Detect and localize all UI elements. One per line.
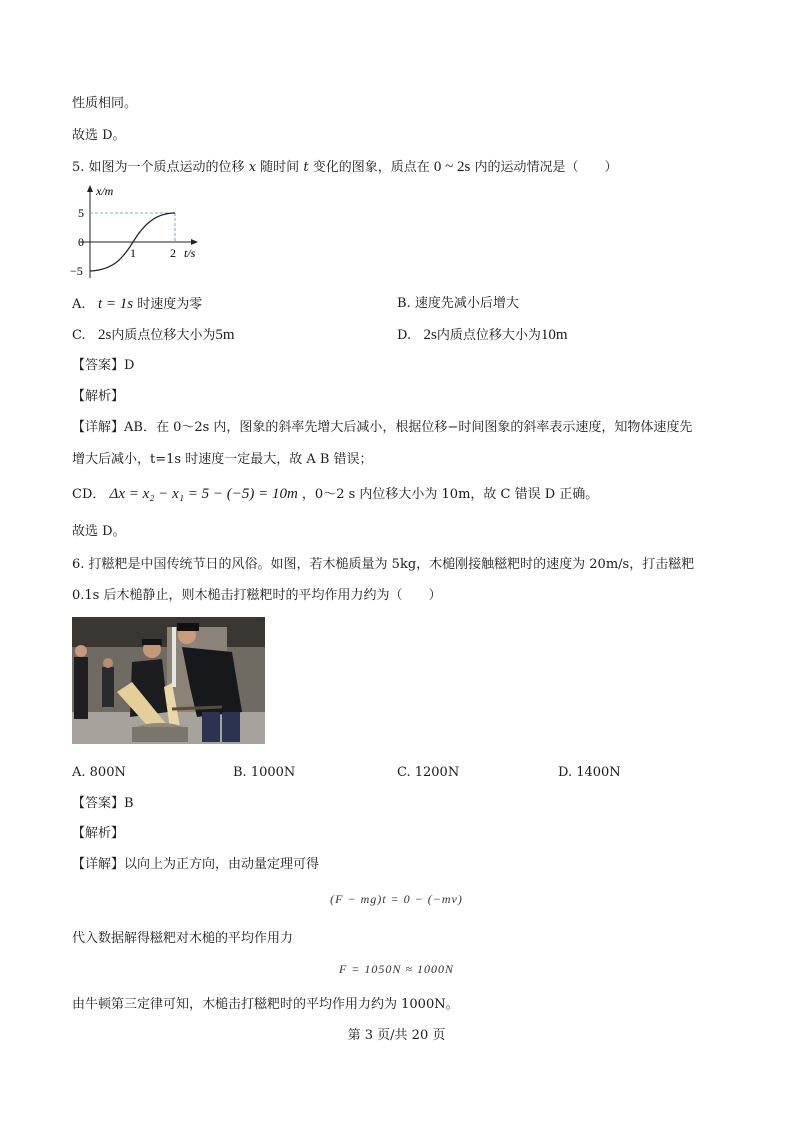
tick-1: 1 xyxy=(130,246,136,260)
q6-equation-1: (F − mg)t = 0 − (−mv) xyxy=(330,892,463,906)
q6-answer: 【答案】B xyxy=(72,796,134,811)
displacement-time-graph xyxy=(60,182,220,282)
x-axis-label: t/s xyxy=(184,246,196,260)
y-axis-arrow xyxy=(87,185,93,192)
text-line: 性质相同。 xyxy=(72,96,138,111)
tick-2: 2 xyxy=(170,246,176,260)
q5-option-d: D. 2s内质点位移大小为10m xyxy=(397,327,568,343)
x-axis-arrow xyxy=(191,239,198,245)
question-6-stem-line1: 6. 打糍粑是中国传统节日的风俗。如图，若木槌质量为 5kg，木槌刚接触糍粑时的速度为 20m/s，打击糍粑 xyxy=(72,557,695,572)
q5-detail-line2: 增大后减小，t=1s 时速度一定最大，故 A B 错误； xyxy=(72,452,373,467)
q6-option-c: C. 1200N xyxy=(397,765,460,780)
tick-neg5: −5 xyxy=(70,264,83,278)
q6-detail-line1: 【详解】以向上为正方向，由动量定理可得 xyxy=(72,857,320,872)
q6-option-b: B. 1000N xyxy=(233,765,296,780)
q5-option-a: A. t = 1s 时速度为零 xyxy=(72,296,203,312)
q5-analysis-tag: 【解析】 xyxy=(72,389,125,404)
q6-equation-2: F = 1050N ≈ 1000N xyxy=(338,962,455,976)
q5-option-c: C. 2s内质点位移大小为5m xyxy=(72,327,235,343)
q5-detail-cd: CD． Δx = x₂ − x₁ = 5 − (−5) = 10m ，0～2 s 内位移大小为 10m，故 C 错误 D 正确。 xyxy=(72,486,599,502)
mochi-pounding-photo xyxy=(72,617,265,744)
q5-option-b: B. 速度先减小后增大 xyxy=(397,296,519,311)
q5-detail-line1: 【详解】AB．在 0～2s 内，图象的斜率先增大后减小，根据位移−时间图象的斜率表示速度，知物体速度先 xyxy=(72,420,693,435)
question-5-stem: 5. 如图为一个质点运动的位移 x 随时间 t 变化的图象，质点在 0 ~ 2s 内的运动情况是（ ） xyxy=(72,159,618,175)
q6-detail-line2: 代入数据解得糍粑对木槌的平均作用力 xyxy=(72,931,294,946)
question-6-stem-line2: 0.1s 后木槌静止，则木槌击打糍粑时的平均作用力约为（ ） xyxy=(72,588,442,603)
q6-option-d: D. 1400N xyxy=(558,765,621,780)
q5-answer: 【答案】D xyxy=(72,358,135,373)
tick-5: 5 xyxy=(78,206,84,220)
q6-option-a: A. 800N xyxy=(72,765,126,780)
q5-conclusion: 故选 D。 xyxy=(72,524,126,539)
text-line: 故选 D。 xyxy=(72,128,126,143)
tick-0: 0 xyxy=(78,235,84,249)
y-axis-label: x/m xyxy=(96,184,114,198)
q6-detail-line3: 由牛顿第三定律可知，木槌击打糍粑时的平均作用力约为 1000N。 xyxy=(72,997,459,1012)
q6-analysis-tag: 【解析】 xyxy=(72,826,125,841)
page-footer: 第 3 页/共 20 页 xyxy=(347,1028,446,1043)
